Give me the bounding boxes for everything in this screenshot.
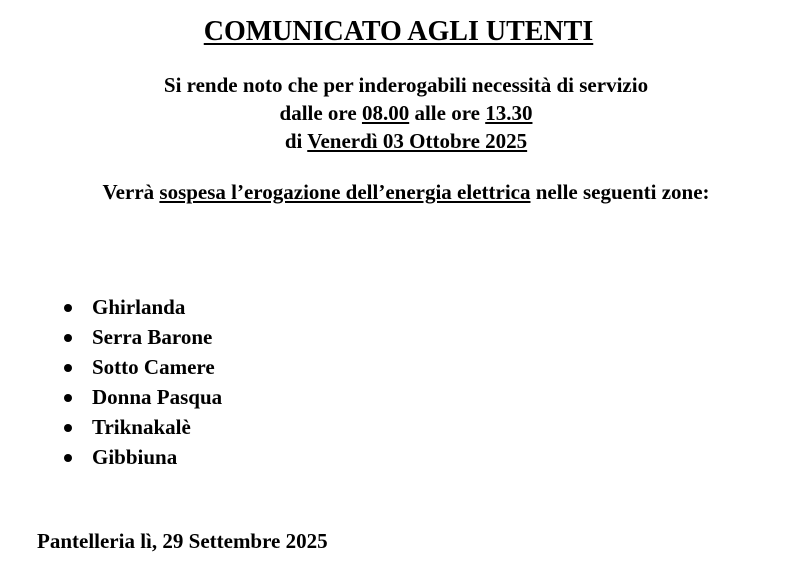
intro-text: Si rende noto che per inderogabili necessità di servizio	[163, 73, 649, 97]
time-middle: alle ore	[409, 101, 486, 125]
notice-date-line	[0, 128, 797, 154]
bullet-icon	[64, 304, 72, 312]
time-prefix: dalle ore	[279, 101, 362, 125]
list-item	[64, 322, 222, 352]
notice-title: COMUNICATO AGLI UTENTI	[203, 16, 594, 47]
time-start: 08.00	[361, 101, 410, 125]
time-end: 13.30	[485, 101, 533, 125]
notice-time-line	[0, 100, 797, 126]
notice-suspension-line	[0, 179, 797, 205]
zone-name: Donna Pasqua	[92, 385, 223, 409]
suspension-suffix: nelle seguenti zone:	[530, 180, 710, 204]
zone-name: Sotto Camere	[92, 355, 215, 379]
suspension-emphasis: sospesa l’erogazione dell’energia elettrica	[159, 180, 531, 204]
date-prefix: di	[284, 129, 308, 153]
place-date-footer: Pantelleria lì, 29 Settembre 2025	[37, 529, 328, 553]
notice-intro-line	[0, 72, 797, 98]
zone-name: Serra Barone	[92, 325, 213, 349]
zone-list	[64, 292, 222, 472]
bullet-icon	[64, 454, 72, 462]
outage-date: Venerdì 03 Ottobre 2025	[307, 129, 528, 153]
list-item	[64, 382, 222, 412]
zone-name: Triknakalè	[92, 415, 191, 439]
list-item	[64, 352, 222, 382]
list-item	[64, 412, 222, 442]
bullet-icon	[64, 424, 72, 432]
list-item	[64, 442, 222, 472]
bullet-icon	[64, 364, 72, 372]
list-item	[64, 292, 222, 322]
zone-name: Ghirlanda	[92, 295, 186, 319]
bullet-icon	[64, 334, 72, 342]
bullet-icon	[64, 394, 72, 402]
suspension-prefix: Verrà	[102, 180, 160, 204]
zone-name: Gibbiuna	[92, 445, 178, 469]
